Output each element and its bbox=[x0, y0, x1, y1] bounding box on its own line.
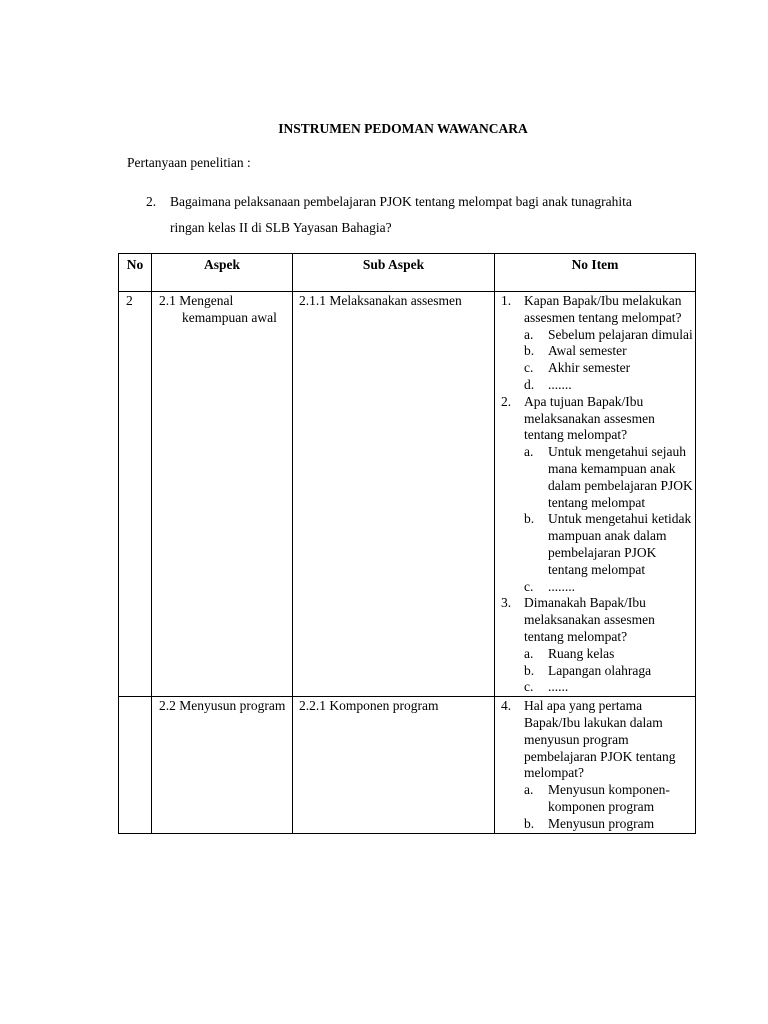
list-item bbox=[495, 394, 695, 596]
item-number: 2. bbox=[501, 393, 512, 409]
header-no: No bbox=[119, 254, 152, 292]
option-text: Menyusun program bbox=[548, 815, 655, 831]
option-item bbox=[524, 360, 695, 377]
interview-table bbox=[118, 253, 696, 834]
option-text: Ruang kelas bbox=[548, 645, 615, 661]
item-text: Apa tujuan Bapak/Ibu melaksanakan assesmen tentang melompat? bbox=[524, 393, 655, 443]
research-question bbox=[146, 189, 650, 241]
question-number: 2. bbox=[146, 194, 157, 209]
table-header-row bbox=[119, 254, 696, 292]
row-no: 2 bbox=[119, 292, 152, 697]
option-label: a. bbox=[524, 444, 534, 460]
row-aspek bbox=[152, 697, 293, 833]
option-item bbox=[524, 343, 695, 360]
option-label: b. bbox=[524, 511, 535, 527]
option-item bbox=[524, 782, 695, 816]
option-item bbox=[524, 511, 695, 578]
option-label: c. bbox=[524, 360, 534, 376]
option-label: b. bbox=[524, 343, 535, 359]
item-list bbox=[495, 698, 695, 832]
option-item bbox=[524, 646, 695, 663]
item-text: Hal apa yang pertama Bapak/Ibu lakukan dalam menyusun program pembelajaran PJOK tentang melompat? bbox=[524, 698, 676, 781]
option-text: Sebelum pelajaran dimulai bbox=[548, 326, 693, 342]
option-item bbox=[524, 579, 695, 596]
option-text: Untuk mengetahui ketidak mampuan anak dalam pembelajaran PJOK tentang melompat bbox=[548, 511, 692, 577]
option-label: b. bbox=[524, 815, 535, 831]
option-text: ...... bbox=[548, 679, 569, 695]
item-list bbox=[495, 293, 695, 696]
option-item bbox=[524, 679, 695, 696]
header-aspek: Aspek bbox=[152, 254, 293, 292]
option-list bbox=[524, 646, 695, 696]
option-text: Menyusun komponen-komponen program bbox=[548, 782, 670, 814]
option-text: Untuk mengetahui sejauh mana kemampuan anak dalam pembelajaran PJOK tentang melompat bbox=[548, 444, 693, 510]
row-items bbox=[495, 697, 696, 833]
table-row bbox=[119, 697, 696, 833]
option-label: a. bbox=[524, 645, 534, 661]
option-list bbox=[524, 444, 695, 595]
option-list bbox=[524, 327, 695, 394]
option-label: b. bbox=[524, 662, 535, 678]
row-items bbox=[495, 292, 696, 697]
document-title: INSTRUMEN PEDOMAN WAWANCARA bbox=[278, 121, 528, 136]
option-item bbox=[524, 663, 695, 680]
option-item bbox=[524, 816, 695, 833]
option-item bbox=[524, 327, 695, 344]
row-sub-aspek: 2.1.1 Melaksanakan assesmen bbox=[293, 292, 495, 697]
option-text: Akhir semester bbox=[548, 360, 631, 376]
aspek-text: 2.1 Mengenal kemampuan awal bbox=[159, 293, 277, 325]
table-row bbox=[119, 292, 696, 697]
item-number: 3. bbox=[501, 595, 512, 611]
row-sub-aspek: 2.2.1 Komponen program bbox=[293, 697, 495, 833]
question-text: Bagaimana pelaksanaan pembelajaran PJOK tentang melompat bagi anak tunagrahita ringan kelas II di SLB Yayasan Bahagia? bbox=[170, 194, 632, 235]
row-no bbox=[119, 697, 152, 833]
option-label: a. bbox=[524, 782, 534, 798]
option-list bbox=[524, 782, 695, 832]
list-item bbox=[495, 698, 695, 832]
list-item bbox=[495, 595, 695, 696]
header-sub-aspek: Sub Aspek bbox=[293, 254, 495, 292]
option-label: c. bbox=[524, 578, 534, 594]
header-no-item: No Item bbox=[495, 254, 696, 292]
option-text: Awal semester bbox=[548, 343, 627, 359]
item-text: Dimanakah Bapak/Ibu melaksanakan assesmen tentang melompat? bbox=[524, 595, 655, 644]
option-label: d. bbox=[524, 376, 535, 392]
option-item bbox=[524, 377, 695, 394]
item-number: 1. bbox=[501, 293, 512, 308]
aspek-text: 2.2 Menyusun program bbox=[159, 698, 286, 714]
option-text: ....... bbox=[548, 376, 572, 392]
row-aspek bbox=[152, 292, 293, 697]
option-item bbox=[524, 444, 695, 511]
item-number: 4. bbox=[501, 698, 512, 714]
option-label: a. bbox=[524, 326, 534, 342]
option-text: Lapangan olahraga bbox=[548, 662, 652, 678]
option-label: c. bbox=[524, 679, 534, 695]
list-item bbox=[495, 293, 695, 394]
option-text: ........ bbox=[548, 578, 575, 594]
intro-label: Pertanyaan penelitian : bbox=[127, 155, 251, 170]
item-text: Kapan Bapak/Ibu melakukan assesmen tentang melompat? bbox=[524, 293, 682, 325]
